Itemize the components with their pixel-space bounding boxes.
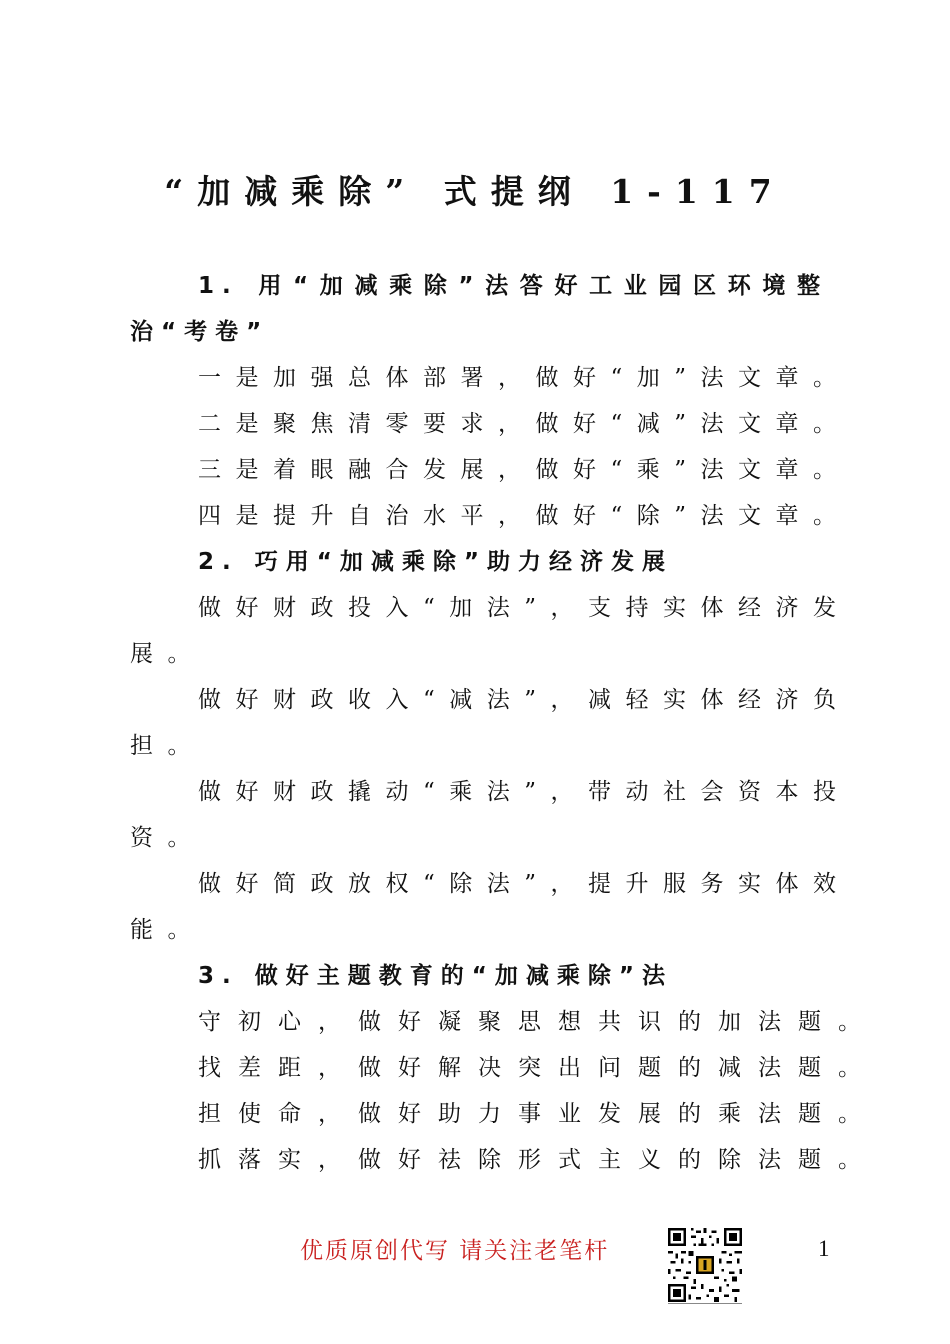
section-1-heading-line1: 1. 用“加减乘除”法答好工业园区环境整 xyxy=(198,273,828,299)
list-item: 找差距，做好解决突出问题的减法题。 xyxy=(198,1055,878,1081)
divider xyxy=(668,1303,742,1304)
list-item: 做好财政投入“加法”，支持实体经济发 xyxy=(198,595,851,621)
page-number: 1 xyxy=(818,1236,830,1261)
section-3-heading: 3. 做好主题教育的“加减乘除”法 xyxy=(198,963,673,989)
list-item-continuation: 能。 xyxy=(130,917,205,943)
list-item: 一是加强总体部署，做好“加”法文章。 xyxy=(198,365,851,391)
list-item: 做好财政收入“减法”，减轻实体经济负 xyxy=(198,687,851,713)
list-item: 做好财政撬动“乘法”，带动社会资本投 xyxy=(198,779,851,805)
list-item: 担使命，做好助力事业发展的乘法题。 xyxy=(198,1101,878,1127)
list-item: 四是提升自治水平，做好“除”法文章。 xyxy=(198,503,851,529)
section-1-heading-line2: 治“考卷” xyxy=(130,319,270,345)
promo-text: 优质原创代写 请关注老笔杆 xyxy=(300,1238,610,1264)
list-item-continuation: 资。 xyxy=(130,825,205,851)
section-2-heading: 2. 巧用“加减乘除”助力经济发展 xyxy=(198,549,673,575)
list-item: 抓落实，做好祛除形式主义的除法题。 xyxy=(198,1147,878,1173)
page-title: “加减乘除” 式提纲 1-117 xyxy=(164,172,786,211)
list-item: 二是聚焦清零要求，做好“减”法文章。 xyxy=(198,411,851,437)
list-item: 三是着眼融合发展，做好“乘”法文章。 xyxy=(198,457,851,483)
qr-code-icon[interactable] xyxy=(668,1228,742,1302)
list-item: 做好简政放权“除法”，提升服务实体效 xyxy=(198,871,851,897)
list-item: 守初心，做好凝聚思想共识的加法题。 xyxy=(198,1009,878,1035)
list-item-continuation: 担。 xyxy=(130,733,205,759)
list-item-continuation: 展。 xyxy=(130,641,205,667)
